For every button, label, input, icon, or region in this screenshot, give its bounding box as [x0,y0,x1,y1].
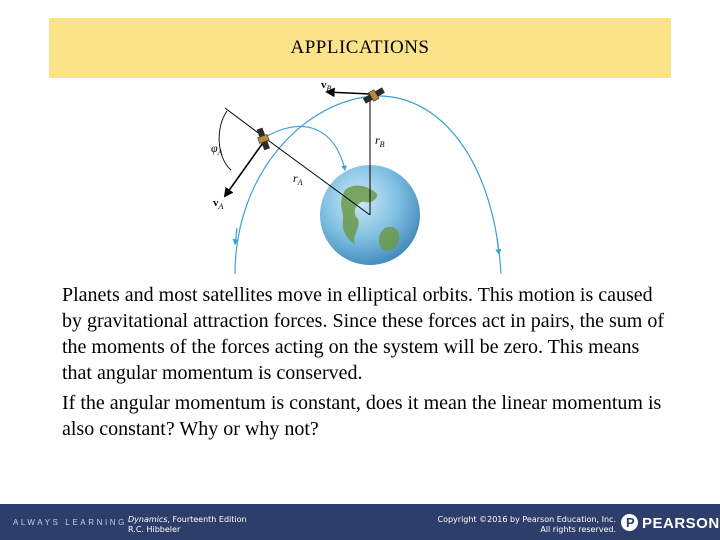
footer-book-title: Dynamics [128,515,168,524]
body-text [62,282,672,446]
footer-copyright [437,515,616,535]
slide-title: APPLICATIONS [290,37,430,58]
paragraph-angular-momentum: Planets and most satellites move in elliptical orbits. This motion is caused by gravitational attraction forces. Since these forces act in pairs, the sum of the moments of the forces acting on the system will be zero. This means that angular momentum is conserved. [62,284,665,384]
label-va: $v_A$ [213,197,224,211]
label-vb: $v_B$ [321,79,332,93]
footer-book-edition: , Fourteenth Edition [167,515,247,524]
footer-brand: ALWAYS LEARNING [13,518,127,527]
velocity-b-vector [327,92,370,94]
label-phi: $\varphi_A$ [211,141,223,157]
label-ra: $r_A$ [293,171,303,187]
footer-bar [0,504,720,540]
pearson-logo-text: PEARSON [642,515,720,532]
paragraph-question: If the angular momentum is constant, does it mean the linear momentum is also constant? Why or why not? [62,392,662,440]
pearson-logo-icon: P [621,514,638,531]
footer-author: R.C. Hibbeler [128,525,181,534]
pearson-logo [621,514,720,532]
satellite-a [255,127,272,151]
orbit-arrow-left [235,228,237,244]
footer-book-info [128,515,247,535]
title-band [49,18,671,78]
orbit-diagram [195,78,525,274]
label-rb: $r_B$ [375,133,385,149]
phi-arc [219,111,231,170]
footer-rights-line: All rights reserved. [540,525,616,534]
footer-copyright-line: Copyright ©2016 by Pearson Education, Inc. [437,515,616,524]
velocity-a-vector [225,140,265,196]
